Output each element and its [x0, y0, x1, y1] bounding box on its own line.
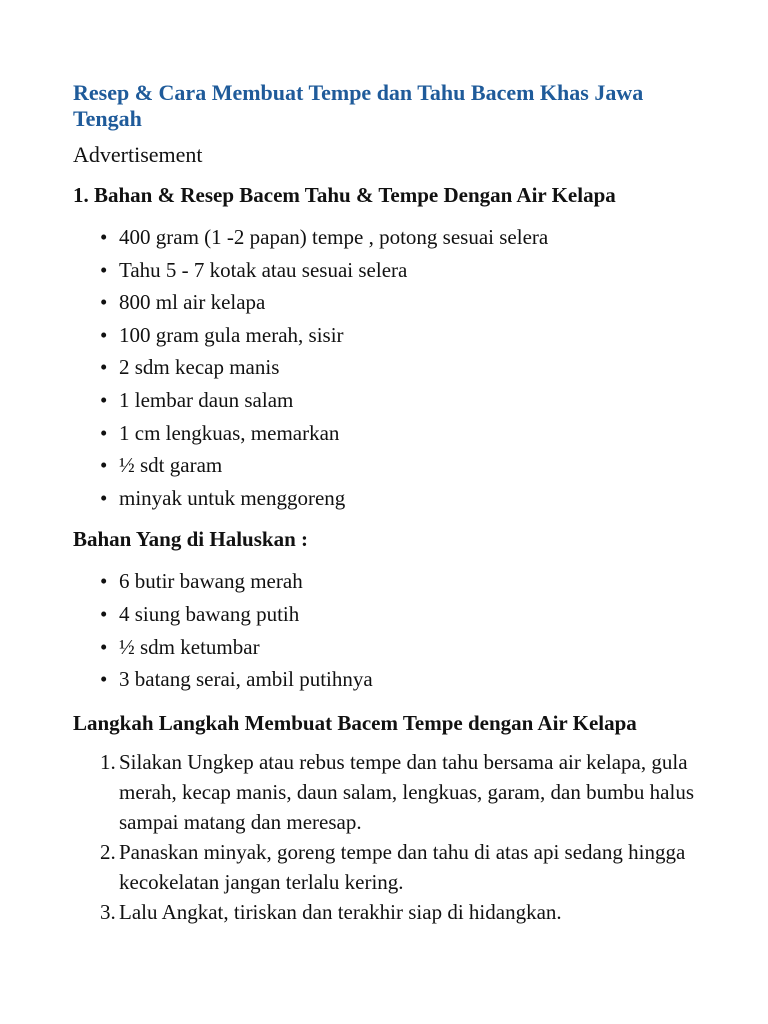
list-item-text: 6 butir bawang merah	[119, 569, 303, 594]
list-item-text: 100 gram gula merah, sisir	[119, 322, 344, 347]
ground-spices-list	[73, 565, 708, 695]
step-item	[73, 837, 708, 897]
list-item	[73, 565, 708, 598]
steps-list	[73, 747, 708, 927]
bullet-icon: •	[100, 290, 108, 315]
step-text: Silakan Ungkep atau rebus tempe dan tahu bersama air kelapa, gula merah, kecap manis, daun salam, lengkuas, garam, dan bumbu halus sampai matang dan meresap.	[119, 749, 694, 834]
list-item-text: 4 siung bawang putih	[119, 601, 300, 626]
list-item-text: 1 cm lengkuas, memarkan	[119, 420, 340, 445]
step-item	[73, 747, 708, 837]
list-item-text: ½ sdt garam	[119, 453, 223, 478]
bullet-icon: •	[100, 225, 108, 249]
section-heading-ground-spices: Bahan Yang di Haluskan :	[73, 527, 308, 552]
bullet-icon: •	[100, 601, 108, 626]
bullet-icon: •	[100, 569, 108, 594]
article-title: Resep & Cara Membuat Tempe dan Tahu Bacem Khas Jawa Tengah	[73, 80, 644, 131]
bullet-icon: •	[100, 420, 108, 445]
bullet-icon: •	[100, 355, 108, 380]
list-item-text: minyak untuk menggoreng	[119, 485, 346, 510]
list-item	[73, 319, 708, 352]
step-number: 1.	[100, 749, 116, 774]
list-item	[73, 663, 708, 696]
list-item	[73, 384, 708, 417]
bullet-icon: •	[100, 667, 108, 692]
step-text: Lalu Angkat, tiriskan dan terakhir siap di hidangkan.	[119, 899, 562, 924]
list-item	[73, 417, 708, 450]
bullet-icon: •	[100, 453, 108, 478]
bullet-icon: •	[100, 322, 108, 347]
list-item-text: 2 sdm kecap manis	[119, 355, 280, 380]
advertisement-label: Advertisement	[73, 142, 203, 167]
list-item-text: 1 lembar daun salam	[119, 387, 294, 412]
ingredients-list	[73, 221, 708, 514]
list-item	[73, 598, 708, 631]
list-item-text: 3 batang serai, ambil putihnya	[119, 667, 373, 692]
list-item-text: 800 ml air kelapa	[119, 290, 266, 315]
step-number: 2.	[100, 839, 116, 864]
list-item	[73, 286, 708, 319]
step-item	[73, 897, 708, 927]
list-item	[73, 449, 708, 482]
list-item	[73, 482, 708, 515]
list-item	[73, 631, 708, 664]
list-item	[73, 351, 708, 384]
bullet-icon: •	[100, 485, 108, 510]
list-item-text: 400 gram (1 -2 papan) tempe , potong sesuai selera	[119, 225, 549, 249]
list-item	[73, 221, 708, 254]
list-item-text: ½ sdm ketumbar	[119, 634, 260, 659]
section-heading-steps: Langkah Langkah Membuat Bacem Tempe dengan Air Kelapa	[73, 710, 637, 735]
step-text: Panaskan minyak, goreng tempe dan tahu di atas api sedang hingga kecokelatan jangan terlalu kering.	[119, 839, 686, 894]
section-heading-ingredients: 1. Bahan & Resep Bacem Tahu & Tempe Dengan Air Kelapa	[73, 183, 616, 207]
bullet-icon: •	[100, 257, 108, 282]
bullet-icon: •	[100, 634, 108, 659]
step-number: 3.	[100, 899, 116, 924]
list-item	[73, 254, 708, 287]
list-item-text: Tahu 5 - 7 kotak atau sesuai selera	[119, 257, 408, 282]
bullet-icon: •	[100, 387, 108, 412]
